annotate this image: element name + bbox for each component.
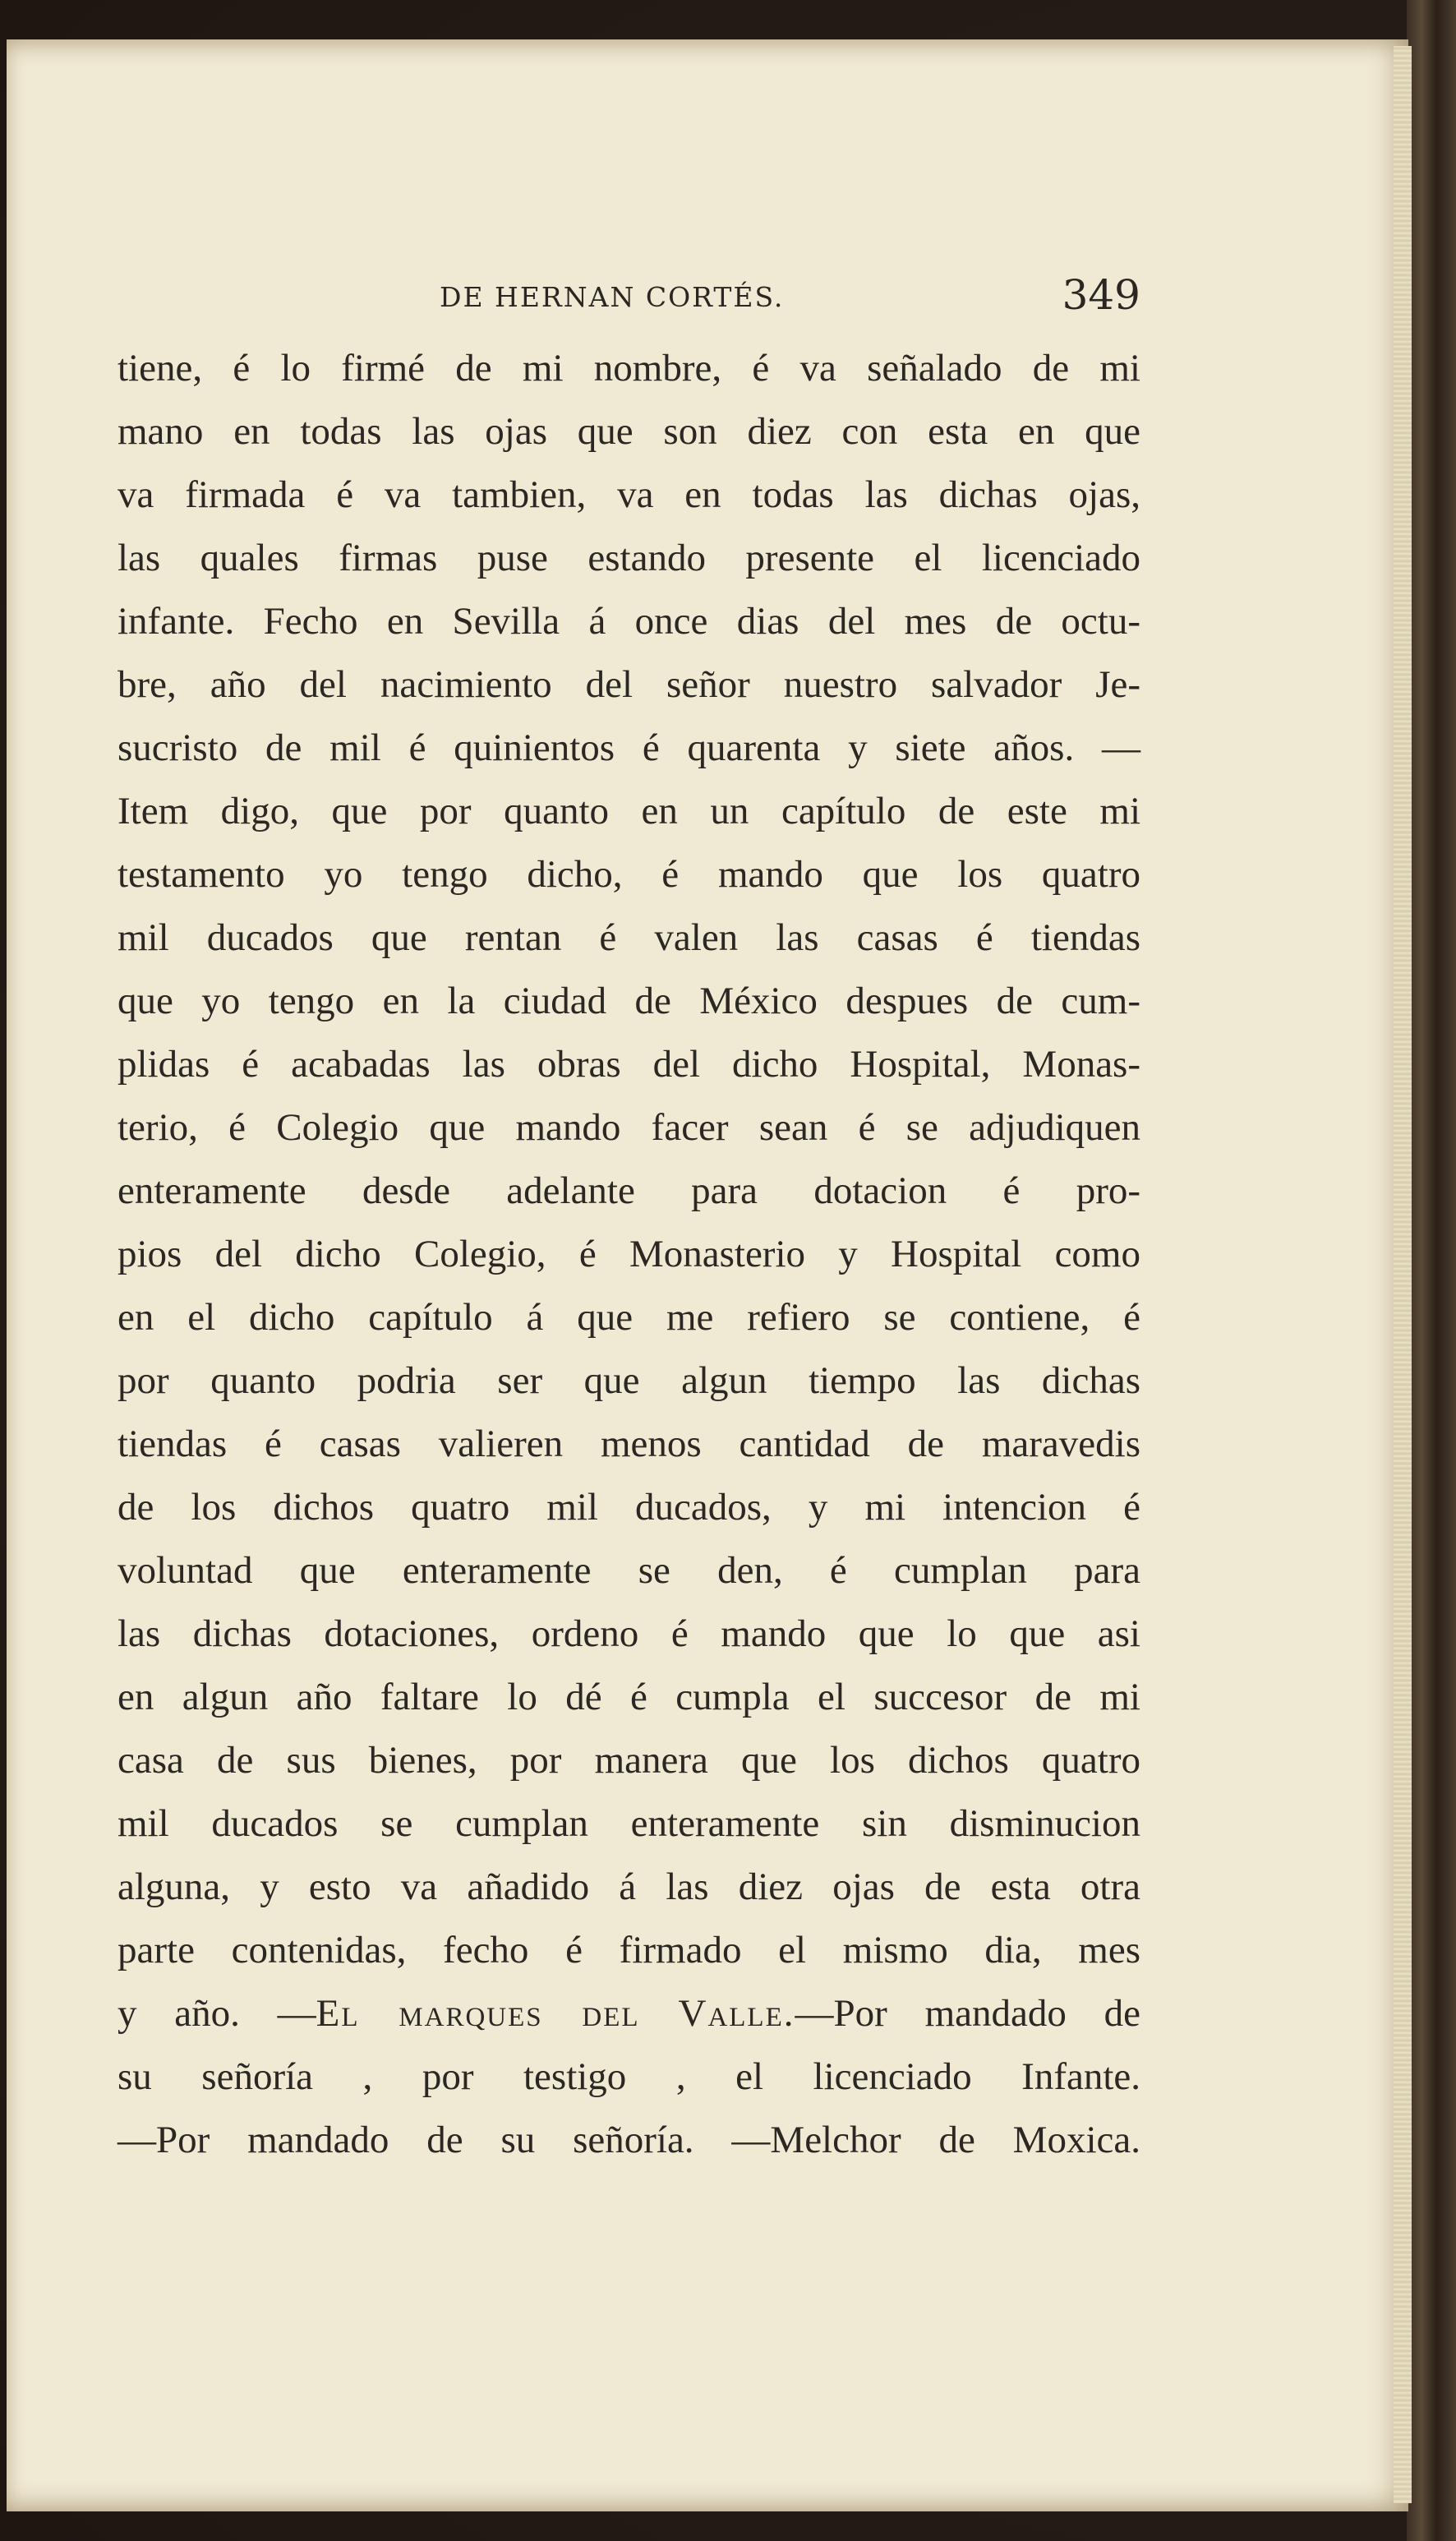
text-line: enteramente desde adelante para dotacion é pro- [117, 1169, 1140, 1212]
text-line: las quales firmas puse estando presente el licenciado [117, 537, 1140, 579]
running-title: DE HERNAN CORTÉS. [440, 281, 785, 313]
text-line: plidas é acabadas las obras del dicho Hospital, Monas- [117, 1043, 1140, 1086]
text-line: voluntad que enteramente se den, é cumplan para [117, 1549, 1140, 1592]
text-line: que yo tengo en la ciudad de México despues de cum- [117, 980, 1140, 1022]
page-fore-edge [1394, 46, 1412, 2503]
text-line: su señoría , por testigo , el licenciado Infante. [117, 2055, 1140, 2098]
text-line: pios del dicho Colegio, é Monasterio y Hospital como [117, 1233, 1140, 1275]
text-line: tiendas é casas valieren menos cantidad de maravedis [117, 1423, 1140, 1465]
text-line: infante. Fecho en Sevilla á once dias del mes de octu- [117, 600, 1140, 643]
text-line: terio, é Colegio que mando facer sean é se adjudiquen [117, 1106, 1140, 1149]
body-text [117, 337, 1140, 2172]
text-line: mil ducados que rentan é valen las casas é tiendas [117, 916, 1140, 959]
text-line: en el dicho capítulo á que me refiero se contiene, é [117, 1296, 1140, 1339]
signature-suffix: —Por mandado de [795, 1992, 1140, 2035]
running-head [115, 271, 1140, 321]
text-line: mil ducados se cumplan enteramente sin disminucion [117, 1802, 1140, 1845]
text-line: va firmada é va tambien, va en todas las dichas ojas, [117, 473, 1140, 516]
text-line: mano en todas las ojas que son diez con esta en que [117, 410, 1140, 453]
text-line: Item digo, que por quanto en un capítulo de este mi [117, 790, 1140, 832]
signatory-name: El marques del Valle. [316, 1992, 795, 2035]
text-line: casa de sus bienes, por manera que los dichos quatro [117, 1739, 1140, 1782]
text-line: bre, año del nacimiento del señor nuestro salvador Je- [117, 663, 1140, 706]
signature-line [117, 1982, 1140, 2045]
text-line: alguna, y esto va añadido á las diez ojas de esta otra [117, 1865, 1140, 1908]
text-line: sucristo de mil é quinientos é quarenta y siete años. — [117, 726, 1140, 769]
signature-prefix: y año. — [117, 1992, 316, 2035]
text-line: por quanto podria ser que algun tiempo las dichas [117, 1359, 1140, 1402]
text-line: de los dichos quatro mil ducados, y mi intencion é [117, 1486, 1140, 1529]
book-spine-edge [1407, 0, 1456, 2541]
text-line: parte contenidas, fecho é firmado el mismo dia, mes [117, 1929, 1140, 1971]
text-line: las dichas dotaciones, ordeno é mando que lo que asi [117, 1612, 1140, 1655]
text-line: —Por mandado de su señoría. —Melchor de Moxica. [117, 2119, 1140, 2161]
text-line: en algun año faltare lo dé é cumpla el succesor de mi [117, 1676, 1140, 1718]
text-line: tiene, é lo firmé de mi nombre, é va señalado de mi [117, 347, 1140, 390]
page-number: 349 [1062, 271, 1140, 319]
text-line: testamento yo tengo dicho, é mando que los quatro [117, 853, 1140, 896]
